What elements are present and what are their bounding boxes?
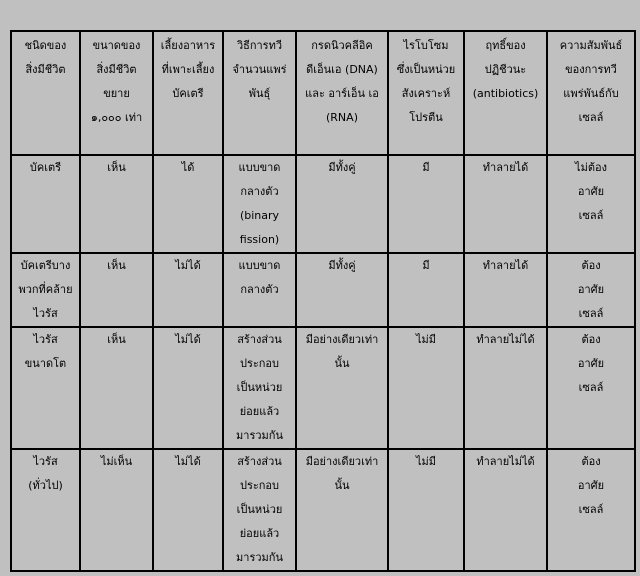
table-cell: ทำลายไม่ได้: [464, 327, 547, 449]
table-cell: ได้: [153, 155, 223, 253]
table-cell: บัคเตรีบาง พวกที่คล้าย ไวรัส: [11, 253, 80, 327]
table-cell: ไม่ได้: [153, 253, 223, 327]
table-cell: มี: [388, 155, 464, 253]
header-cell: ฤทธิ์ของ ปฏิชีวนะ (antibiotics): [464, 31, 547, 155]
table-cell: ไวรัส (ทั่วไป): [11, 449, 80, 571]
table-cell: ไม่ต้อง อาศัย เซลล์: [547, 155, 635, 253]
table-cell: มีอย่างเดียวเท่า นั้น: [296, 327, 388, 449]
table-row: [11, 449, 635, 571]
table-row: [11, 155, 635, 253]
table-cell: ต้อง อาศัย เซลล์: [547, 327, 635, 449]
table-cell: เห็น: [80, 327, 153, 449]
table-row: [11, 253, 635, 327]
table-cell: ทำลายไม่ได้: [464, 449, 547, 571]
table-cell: ทำลายได้: [464, 155, 547, 253]
header-cell: ความสัมพันธ์ ของการทวี แพร่พันธ์กับ เซลล์: [547, 31, 635, 155]
header-cell: ไรโบโซม ซึ่งเป็นหน่วย สังเคราะห์ โปรตีน: [388, 31, 464, 155]
table-cell: ทำลายได้: [464, 253, 547, 327]
table-cell: ไม่มี: [388, 449, 464, 571]
header-cell: เลี้ยงอาหาร ที่เพาะเลี้ยง บัคเตรี: [153, 31, 223, 155]
header-cell: ชนิดของ สิ่งมีชีวิต: [11, 31, 80, 155]
table-cell: ไวรัส ขนาดโต: [11, 327, 80, 449]
table-cell: สร้างส่วน ประกอบ เป็นหน่วย ย่อยแล้ว มารวมกัน: [223, 449, 296, 571]
table-cell: เห็น: [80, 155, 153, 253]
table-cell: มี: [388, 253, 464, 327]
table-cell: มีทั้งคู่: [296, 253, 388, 327]
table-row: [11, 327, 635, 449]
table-cell: มีอย่างเดียวเท่า นั้น: [296, 449, 388, 571]
table-cell: บัคเตรี: [11, 155, 80, 253]
table-cell: ต้อง อาศัย เซลล์: [547, 253, 635, 327]
header-cell: ขนาดของ สิ่งมีชีวิต ขยาย ๑,๐๐๐ เท่า: [80, 31, 153, 155]
header-cell: กรดนิวคลีอิค ดีเอ็นเอ (DNA) และ อาร์เอ็น เอ (RNA): [296, 31, 388, 155]
table-cell: ไม่ได้: [153, 327, 223, 449]
header-cell: วิธีการทวี จำนวนแพร่ พันธุ์: [223, 31, 296, 155]
table-cell: สร้างส่วน ประกอบ เป็นหน่วย ย่อยแล้ว มารวมกัน: [223, 327, 296, 449]
table-cell: มีทั้งคู่: [296, 155, 388, 253]
table-cell: ไม่ได้: [153, 449, 223, 571]
comparison-table: [10, 30, 636, 572]
table-cell: แบบขาด กลางตัว (binary fission): [223, 155, 296, 253]
table-cell: ไม่เห็น: [80, 449, 153, 571]
header-row: [11, 31, 635, 155]
table-cell: ไม่มี: [388, 327, 464, 449]
table-cell: แบบขาด กลางตัว: [223, 253, 296, 327]
table-cell: เห็น: [80, 253, 153, 327]
table-cell: ต้อง อาศัย เซลล์: [547, 449, 635, 571]
